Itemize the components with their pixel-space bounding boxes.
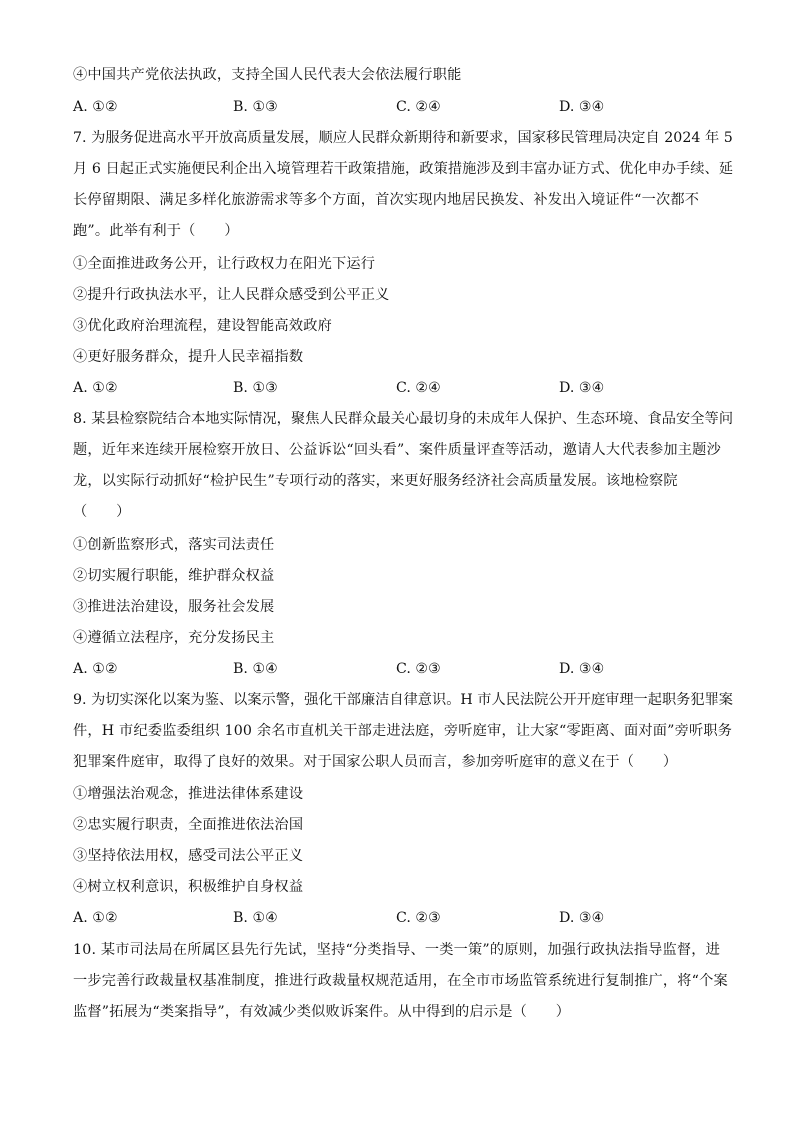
q8-statement-2: ②切实履行职能，维护群众权益 <box>73 568 275 584</box>
q6-options <box>73 97 733 117</box>
q9-option-b: B. ①④ <box>233 910 278 926</box>
q7-statement-4: ④更好服务群众，提升人民幸福指数 <box>73 349 304 365</box>
q7-stem-line: 7. 为服务促进高水平开放高质量发展，顺应人民群众新期待和新要求，国家移民管理局决定自 2024 年 5 <box>73 130 733 146</box>
q9-option-c: C. ②③ <box>396 910 441 926</box>
q8-option-b: B. ①④ <box>233 661 278 677</box>
q7-stem-line: 跑”。此举有利于（ ） <box>73 223 239 239</box>
q9-stem-line: 9. 为切实深化以案为鉴、以案示警，强化干部廉洁自律意识。H 市人民法院公开开庭审理一起职务犯罪案 <box>73 692 733 708</box>
q9-stem-line: 犯罪案件庭审，取得了良好的效果。对于国家公职人员而言，参加旁听庭审的意义在于（ ） <box>73 754 678 770</box>
q10-stem-line: 监督”拓展为“类案指导”，有效减少类似败诉案件。从中得到的启示是（ ） <box>73 1004 571 1020</box>
q6-option-c: C. ②④ <box>396 99 441 115</box>
q10-stem-line: 10. 某市司法局在所属区县先行先试，坚持“分类指导、一类一策”的原则，加强行政执法指导监督，进 <box>73 942 721 958</box>
q8-stem-line: 8. 某县检察院结合本地实际情况，聚焦人民群众最关心最切身的未成年人保护、生态环境、食品安全等问 <box>73 411 734 427</box>
q8-statement-3: ③推进法治建设，服务社会发展 <box>73 599 275 615</box>
q8-option-d: D. ③④ <box>559 661 605 677</box>
q7-statement-2: ②提升行政执法水平，让人民群众感受到公平正义 <box>73 287 390 303</box>
q7-option-a: A. ①② <box>73 380 118 396</box>
q8-option-c: C. ②③ <box>396 661 441 677</box>
q7-option-c: C. ②④ <box>396 380 441 396</box>
q6-option-d: D. ③④ <box>559 99 605 115</box>
q9-statement-2: ②忠实履行职责，全面推进依法治国 <box>73 817 304 833</box>
q7-stem-line: 月 6 日起正式实施便民利企出入境管理若干政策措施，政策措施涉及到丰富办证方式、优化申办手续、延 <box>73 161 734 177</box>
q8-options <box>73 659 733 679</box>
q8-stem-line: 龙，以实际行动抓好“检护民生”专项行动的落实，来更好服务经济社会高质量发展。该地检察院 <box>73 473 678 489</box>
q7-statement-1: ①全面推进政务公开，让行政权力在阳光下运行 <box>73 256 376 272</box>
q8-option-a: A. ①② <box>73 661 118 677</box>
q9-options <box>73 908 733 928</box>
q7-stem-line: 长停留期限、满足多样化旅游需求等多个方面，首次实现内地居民换发、补发出入境证件“一次都不 <box>73 192 700 208</box>
q6-option-b: B. ①③ <box>233 99 278 115</box>
q8-stem-line: 题，近年来连续开展检察开放日、公益诉讼“回头看”、案件质量评查等活动，邀请人大代表参加主题沙 <box>73 442 721 458</box>
q6-option-a: A. ①② <box>73 99 118 115</box>
q8-statement-4: ④遵循立法程序，充分发扬民主 <box>73 630 275 646</box>
q6-statement-4: ④中国共产党依法执政，支持全国人民代表大会依法履行职能 <box>73 67 462 83</box>
q8-statement-1: ①创新监察形式，落实司法责任 <box>73 537 275 553</box>
q9-option-d: D. ③④ <box>559 910 605 926</box>
q7-options <box>73 378 733 398</box>
q7-option-d: D. ③④ <box>559 380 605 396</box>
q7-statement-3: ③优化政府治理流程，建设智能高效政府 <box>73 318 332 334</box>
q9-statement-1: ①增强法治观念，推进法律体系建设 <box>73 786 304 802</box>
q9-stem-line: 件，H 市纪委监委组织 100 余名市直机关干部走进法庭，旁听庭审，让大家“零距离、面对面”旁听职务 <box>73 723 733 739</box>
q9-statement-3: ③坚持依法用权，感受司法公平正义 <box>73 848 304 864</box>
q9-option-a: A. ①② <box>73 910 118 926</box>
q8-stem-line: （ ） <box>73 504 131 520</box>
q7-option-b: B. ①③ <box>233 380 278 396</box>
q10-stem-line: 一步完善行政裁量权基准制度，推进行政裁量权规范适用，在全市市场监管系统进行复制推广，将“个案 <box>73 973 728 989</box>
q9-statement-4: ④树立权利意识，积极维护自身权益 <box>73 879 304 895</box>
